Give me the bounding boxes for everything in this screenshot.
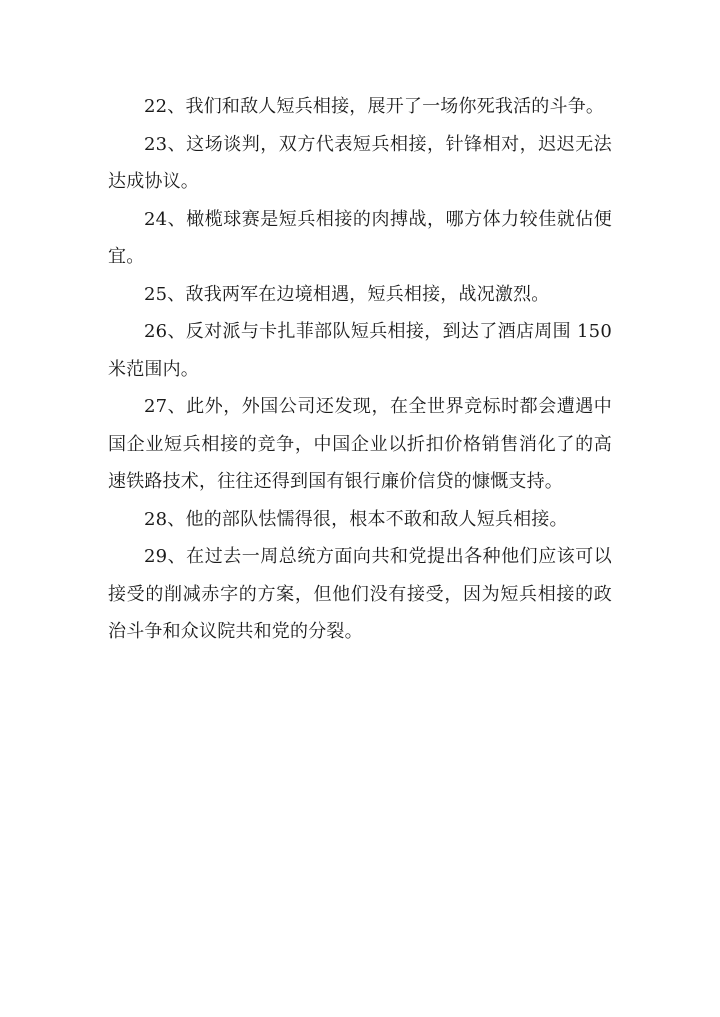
paragraph-26: 26、反对派与卡扎菲部队短兵相接，到达了酒店周围 150 米范围内。 <box>108 321 612 380</box>
document-body <box>108 88 612 651</box>
paragraph-28: 28、他的部队怯懦得很，根本不敢和敌人短兵相接。 <box>144 508 568 530</box>
paragraph-27: 27、此外，外国公司还发现，在全世界竞标时都会遭遇中国企业短兵相接的竞争，中国企业以折扣价格销售消化了的高速铁路技术，往往还得到国有银行廉价信贷的慷慨支持。 <box>108 396 612 492</box>
paragraph-29: 29、在过去一周总统方面向共和党提出各种他们应该可以接受的削减赤字的方案，但他们没有接受，因为短兵相接的政治斗争和众议院共和党的分裂。 <box>108 546 612 642</box>
paragraph-23: 23、这场谈判，双方代表短兵相接，针锋相对，迟迟无法达成协议。 <box>108 133 612 192</box>
paragraph-25: 25、敌我两军在边境相遇，短兵相接，战况激烈。 <box>144 283 550 305</box>
paragraph-22: 22、我们和敌人短兵相接，展开了一场你死我活的斗争。 <box>144 96 605 117</box>
paragraph-24: 24、橄榄球赛是短兵相接的肉搏战，哪方体力较佳就佔便宜。 <box>108 208 612 267</box>
